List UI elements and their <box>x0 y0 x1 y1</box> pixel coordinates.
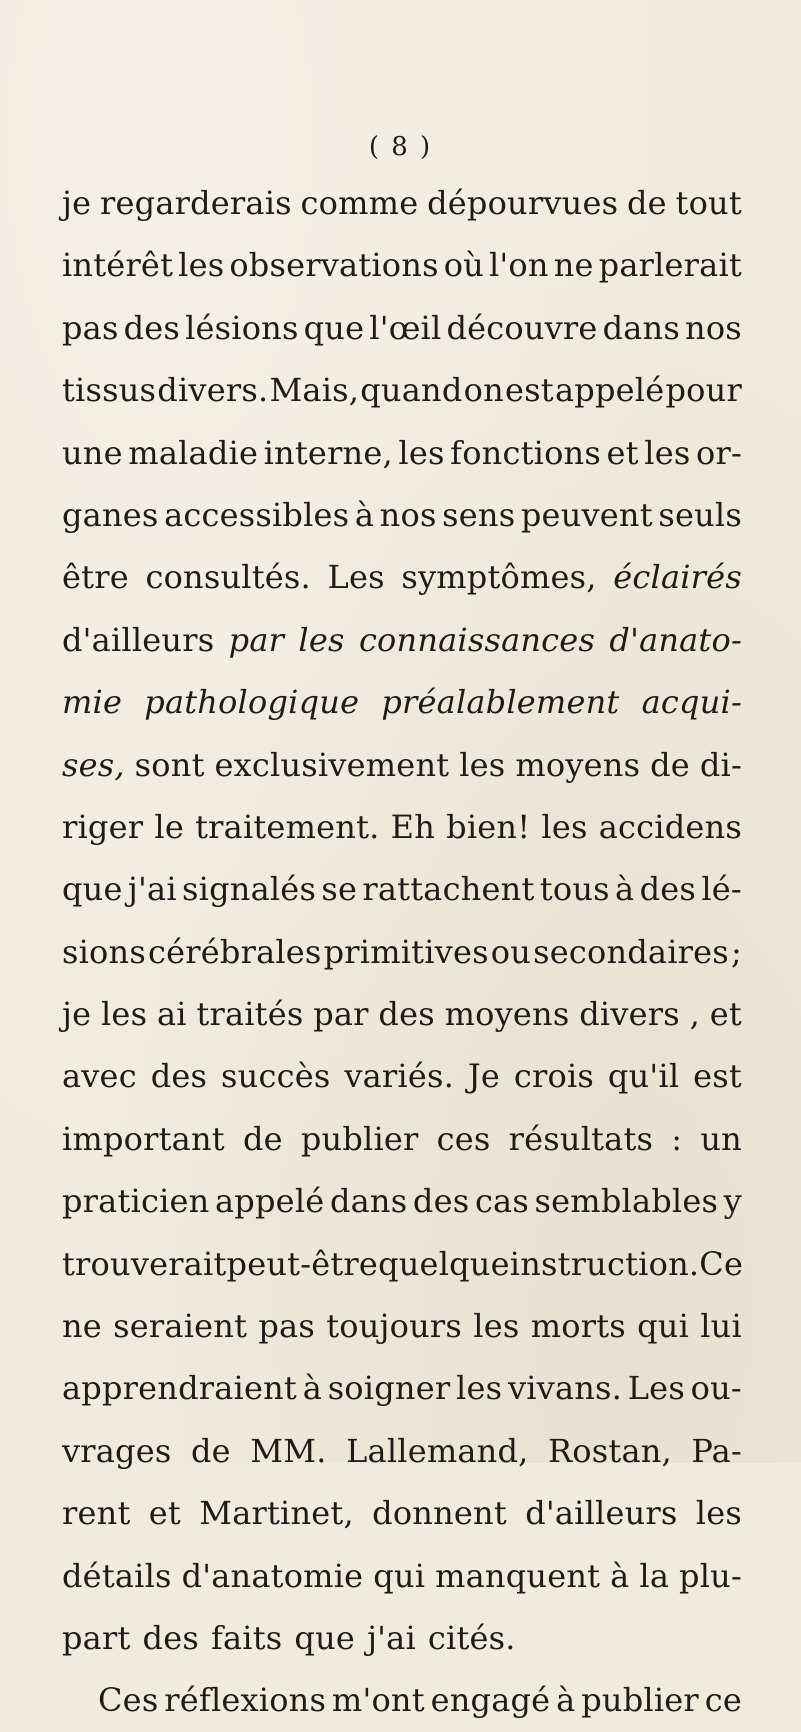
word: réflexions <box>164 1681 327 1720</box>
word: observations <box>229 246 439 285</box>
word: des <box>142 1618 199 1657</box>
word: ce <box>704 1681 742 1720</box>
word: ou- <box>690 1369 742 1408</box>
word: d'ailleurs <box>525 1494 678 1533</box>
word: découvre <box>446 308 598 347</box>
word: exclusivement <box>214 745 450 784</box>
word: tissus <box>62 371 157 410</box>
text-line <box>62 1170 742 1232</box>
word: dans <box>602 308 680 347</box>
word: pas <box>62 308 119 347</box>
word: à <box>302 1369 322 1408</box>
word: lésions <box>185 308 299 347</box>
word: sions <box>62 932 146 971</box>
word: nos <box>379 495 437 534</box>
word: acqui- <box>641 683 742 722</box>
word: qui <box>637 1307 690 1346</box>
word: semblables <box>534 1182 719 1221</box>
word: à <box>615 870 635 909</box>
word: morts <box>530 1307 626 1346</box>
word: les <box>298 620 345 659</box>
text-line <box>62 234 742 296</box>
word: par <box>228 620 285 659</box>
word: qui <box>373 1556 426 1595</box>
word: comme <box>300 184 419 222</box>
word: part <box>62 1618 131 1657</box>
word: riger <box>62 807 144 846</box>
word: des <box>150 1057 208 1096</box>
text-line <box>62 422 742 484</box>
word: détails <box>62 1556 172 1595</box>
word: m'ont <box>331 1681 425 1720</box>
word: apprendraient <box>62 1369 297 1408</box>
word: les <box>541 807 588 846</box>
word: MM. <box>250 1431 327 1470</box>
word: que <box>294 1618 356 1657</box>
word: se <box>321 870 358 909</box>
word: toujours <box>326 1307 463 1346</box>
text-line <box>62 546 742 608</box>
word: Martinet, <box>199 1494 354 1533</box>
word: tout <box>675 184 742 222</box>
page-number: ( 8 ) <box>368 132 433 162</box>
word: Rostan, <box>548 1431 672 1470</box>
text-line <box>62 297 742 359</box>
text-line <box>62 1482 742 1544</box>
word: préalablement <box>381 683 620 722</box>
text-line <box>62 1420 742 1482</box>
text-line <box>62 858 742 920</box>
text-line <box>62 1357 742 1419</box>
word: Lallemand, <box>346 1431 529 1470</box>
word: à <box>354 495 375 534</box>
word: des <box>378 995 435 1034</box>
word: publier <box>300 1119 419 1158</box>
word: lé- <box>701 870 742 909</box>
word: résultats <box>508 1119 654 1158</box>
word: Ce <box>699 1244 744 1283</box>
word: traités <box>196 995 304 1034</box>
word: les <box>101 995 148 1034</box>
word: engagé <box>430 1681 551 1720</box>
word: pour <box>665 371 742 410</box>
word: donnent <box>372 1494 507 1533</box>
word: est <box>505 371 554 410</box>
word: interne, <box>263 433 393 472</box>
word: tous <box>539 870 610 909</box>
word: éclairés <box>613 558 742 597</box>
word: avec <box>62 1057 137 1096</box>
text-line <box>62 359 742 421</box>
word: que <box>303 308 365 347</box>
word: est <box>693 1057 742 1096</box>
word: primitives <box>323 932 489 971</box>
word: connaissances <box>358 620 596 659</box>
word: soigner <box>327 1369 451 1408</box>
word: traitement. <box>195 807 380 846</box>
word: seraient <box>113 1307 248 1346</box>
word: d'anatomie <box>181 1556 364 1595</box>
word: cérébrales <box>148 932 322 971</box>
word: signalés <box>182 870 317 909</box>
word: par <box>313 995 369 1034</box>
word: Je <box>467 1057 501 1096</box>
word: rent <box>62 1494 131 1533</box>
word: des <box>639 870 697 909</box>
word: appelé <box>555 371 665 410</box>
body-text <box>62 172 742 1732</box>
word: rattachent <box>362 870 535 909</box>
word: les <box>456 1369 503 1408</box>
word: et <box>709 995 742 1034</box>
word: lui <box>700 1307 742 1346</box>
word: maladie <box>128 433 259 472</box>
word: : <box>671 1119 683 1158</box>
word: accidens <box>598 807 742 846</box>
word: je <box>62 184 92 222</box>
word: plu- <box>679 1556 742 1595</box>
word: l'on <box>488 246 549 285</box>
word: regarderais <box>100 184 292 222</box>
word: de <box>242 1119 283 1158</box>
text-line <box>62 484 742 546</box>
text-line <box>62 983 742 1045</box>
word: parlerait <box>598 246 742 285</box>
word: des <box>412 1182 470 1221</box>
word: divers <box>579 995 680 1034</box>
word: à <box>556 1681 576 1720</box>
word: le <box>154 807 184 846</box>
word: variés. <box>344 1057 454 1096</box>
word: pathologique <box>144 683 360 722</box>
text-line <box>62 1545 742 1607</box>
word: peuvent <box>520 495 653 534</box>
word: moyens <box>444 995 570 1034</box>
word: ou <box>490 932 532 971</box>
text-line <box>62 1669 742 1731</box>
word: consultés. <box>145 558 311 597</box>
word: vrages <box>62 1431 172 1470</box>
text-line <box>62 1233 742 1295</box>
word: Les <box>627 1369 685 1408</box>
word: qu'il <box>607 1057 680 1096</box>
word: et <box>606 433 639 472</box>
word: quelque <box>378 1244 510 1283</box>
word: accessibles <box>164 495 350 534</box>
word: les <box>473 1307 520 1346</box>
word: de <box>190 1431 231 1470</box>
word: seuls <box>658 495 742 534</box>
word: cas <box>474 1182 529 1221</box>
word: manquent <box>435 1556 601 1595</box>
word: de <box>626 184 667 222</box>
word: pas <box>258 1307 315 1346</box>
word: sens <box>442 495 516 534</box>
word: fonctions <box>450 433 601 472</box>
word: moyens <box>515 745 641 784</box>
word: ces <box>436 1119 491 1158</box>
word: nos <box>685 308 742 347</box>
word: les <box>398 433 445 472</box>
word: succès <box>221 1057 331 1096</box>
word: instruction. <box>509 1244 700 1283</box>
word: la <box>639 1556 670 1595</box>
word: praticien <box>62 1182 210 1221</box>
word: Eh <box>390 807 436 846</box>
word: cités. <box>427 1618 516 1657</box>
word: des <box>123 308 181 347</box>
word: ganes <box>62 495 159 534</box>
word: vivans. <box>507 1369 623 1408</box>
text-line <box>62 671 742 733</box>
text-line <box>62 921 742 983</box>
word: un <box>700 1119 742 1158</box>
word: on <box>463 371 504 410</box>
word: crois <box>513 1057 595 1096</box>
word: secondaires <box>533 932 729 971</box>
word: bien! <box>446 807 531 846</box>
word: di- <box>699 745 742 784</box>
word: dépourvues <box>427 184 619 222</box>
text-line <box>62 1607 742 1669</box>
text-line <box>62 734 742 796</box>
text-line <box>62 796 742 858</box>
text-line <box>62 1045 742 1107</box>
word: mie <box>62 683 123 722</box>
word: l'œil <box>369 308 442 347</box>
word: ne <box>553 246 594 285</box>
word: , <box>689 995 700 1034</box>
word: important <box>62 1119 225 1158</box>
word: ses, <box>62 745 125 784</box>
text-line <box>62 609 742 671</box>
word: à <box>610 1556 630 1595</box>
word: les <box>695 1494 742 1533</box>
text-line <box>62 1295 742 1357</box>
word: et <box>148 1494 181 1533</box>
word: je <box>62 995 92 1034</box>
word: quand <box>360 371 463 410</box>
word: publier <box>581 1681 699 1720</box>
word: ne <box>62 1307 102 1346</box>
word: une <box>62 433 123 472</box>
word: y <box>723 1182 742 1221</box>
word: sont <box>134 745 205 784</box>
word: faits <box>210 1618 283 1657</box>
text-line <box>62 172 742 234</box>
word: ; <box>730 932 742 971</box>
word: trouverait <box>62 1244 227 1283</box>
word: appelé <box>215 1182 325 1221</box>
word: être <box>62 558 129 597</box>
word: j'ai <box>367 1618 416 1657</box>
word: où <box>443 246 484 285</box>
word: d'anato- <box>609 620 742 659</box>
text-line <box>62 1108 742 1170</box>
word: Ces <box>98 1681 159 1720</box>
word: or- <box>696 433 742 472</box>
word: les <box>178 246 225 285</box>
word: Mais, <box>269 371 360 410</box>
word: que <box>62 870 123 909</box>
word: d'ailleurs <box>62 620 215 659</box>
word: j'ai <box>127 870 177 909</box>
word: de <box>650 745 690 784</box>
word: symptômes, <box>401 558 597 597</box>
word: Les <box>327 558 385 597</box>
word: intérêt <box>62 246 174 285</box>
word: les <box>644 433 691 472</box>
word: Pa- <box>691 1431 742 1470</box>
word: divers. <box>157 371 269 410</box>
word: peut-être <box>226 1244 379 1283</box>
word: dans <box>329 1182 408 1221</box>
word: ai <box>156 995 187 1034</box>
word: les <box>459 745 506 784</box>
